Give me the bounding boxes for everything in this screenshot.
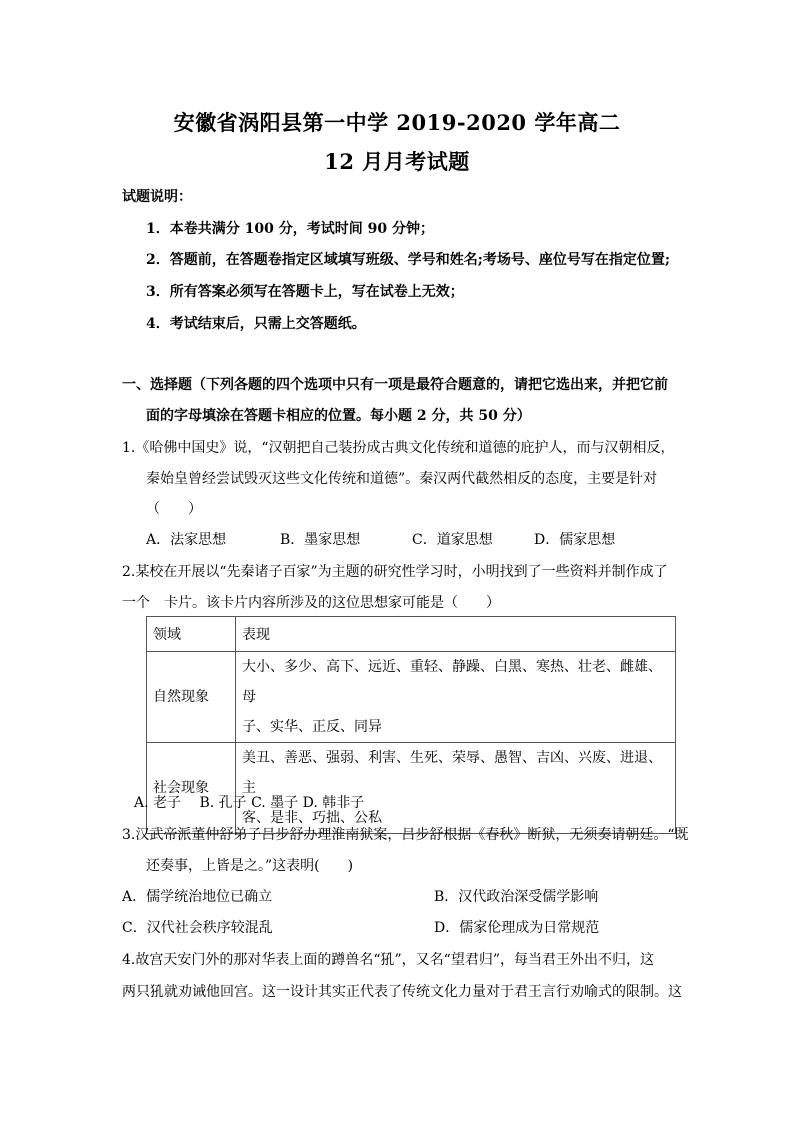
table-header-row <box>147 617 676 652</box>
question-3-option-a: A．儒学统治地位已确立 <box>122 889 273 905</box>
instructions-heading: 试题说明： <box>122 189 192 205</box>
table-cell-line: 客、是非、巧拙、公私 <box>242 810 382 826</box>
exam-title: 安徽省涡阳县第一中学 2019-2020 学年高二 <box>173 110 621 135</box>
table-row <box>147 652 676 743</box>
question-2-stem: 2.某校在开展以“先秦诸子百家”为主题的研究性学习时，小明找到了一些资料并制作成了 <box>122 564 668 580</box>
exam-subtitle: 12 月月考试题 <box>324 149 470 174</box>
table-cell-line: 美丑、善恶、强弱、利害、生死、荣辱、愚智、吉凶、兴废、进退、主 <box>242 750 662 796</box>
question-4-stem: 4.故宫天安门外的那对华表上面的蹲兽名“犼”，又名“望君归”，每当君王外出不归，这 <box>122 952 654 968</box>
question-4-stem-cont: 两只犼就劝诫他回宫。这一设计其实正代表了传统文化力量对于君王言行劝喻式的限制。这 <box>122 984 682 1000</box>
table-cell-field: 自然现象 <box>147 652 236 743</box>
table-cell-content <box>236 743 676 834</box>
table-cell-line: 大小、多少、高下、远近、重轻、静躁、白黑、寒热、壮老、雌雄、母 <box>242 659 662 705</box>
question-1-option-b: B．墨家思想 <box>280 532 361 548</box>
question-1-blank: （ ） <box>146 501 202 517</box>
question-2-stem-cont: 一个 卡片。该卡片内容所涉及的这位思想家可能是（ ） <box>122 595 500 611</box>
question-1-option-a: A．法家思想 <box>146 532 227 548</box>
question-1-option-d: D．儒家思想 <box>534 532 616 548</box>
table-cell-line: 子、实华、正反、同异 <box>242 719 382 735</box>
table-cell-content <box>236 652 676 743</box>
table-row <box>147 743 676 834</box>
instruction-item: 4．考试结束后，只需上交答题纸。 <box>146 316 366 332</box>
question-3-stem: 3.汉武帝派董仲舒弟子吕步舒办理淮南狱案，吕步舒根据《春秋》断狱，无须奏请朝廷。“既 <box>122 827 689 843</box>
section-heading: 一、选择题（下列各题的四个选项中只有一项是最符合题意的，请把它选出来，并把它前 <box>122 377 668 393</box>
question-1-stem: 1.《哈佛中国史》说，“汉朝把自己装扮成古典文化传统和道德的庇护人，而与汉朝相反， <box>122 440 675 456</box>
instruction-item: 2．答题前，在答题卷指定区域填写班级、学号和姓名;考场号、座位号写在指定位置; <box>146 252 671 268</box>
table-cell-field: 社会现象 <box>147 743 236 834</box>
table-header-cell: 表现 <box>236 617 676 652</box>
question-2-options: A. 老子 B. 孔子 C. 墨子 D. 韩非子 <box>134 795 365 811</box>
question-3-option-d: D．儒家伦理成为日常规范 <box>434 920 600 936</box>
section-heading-cont: 面的字母填涂在答题卡相应的位置。每小题 2 分，共 50 分） <box>146 408 531 424</box>
question-1-stem-cont: 秦始皇曾经尝试毁灭这些文化传统和道德”。秦汉两代截然相反的态度，主要是针对 <box>146 471 658 487</box>
instruction-item: 1．本卷共满分 100 分，考试时间 90 分钟； <box>146 221 434 237</box>
table-header-cell: 领域 <box>147 617 236 652</box>
question-3-option-b: B．汉代政治深受儒学影响 <box>434 889 599 905</box>
question-3-stem-cont: 还奏事，上皆是之。”这表明( ) <box>146 858 354 874</box>
instruction-item: 3．所有答案必须写在答题卡上，写在试卷上无效； <box>146 284 464 300</box>
question-3-option-c: C．汉代社会秩序较混乱 <box>122 920 273 936</box>
question-1-option-c: C．道家思想 <box>412 532 493 548</box>
